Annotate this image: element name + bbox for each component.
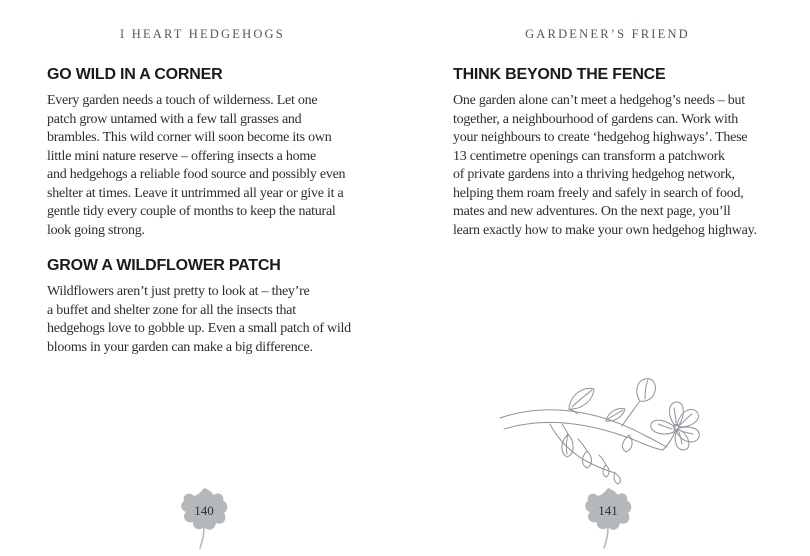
text-line: gentle tidy every couple of months to keep the natural — [47, 204, 336, 219]
text-line: brambles. This wild corner will soon become its own — [47, 130, 332, 145]
text-line: a buffet and shelter zone for all the insects that — [47, 302, 296, 318]
text-line: hedgehogs love to gobble up. Even a small patch of wild — [47, 321, 351, 336]
text-line: together, a neighbourhood of gardens can. Work with — [453, 111, 739, 127]
section-grow-a-wildflower-patch — [47, 257, 391, 357]
page-right-content — [453, 66, 797, 240]
section-body — [47, 92, 391, 240]
section-body — [47, 283, 391, 357]
section-body — [453, 92, 797, 240]
text-line: of private gardens into a thriving hedgehog network, — [453, 167, 735, 182]
section-heading: GROW A WILDFLOWER PATCH — [47, 257, 281, 274]
leaf-page-number-ornament-right — [584, 486, 632, 554]
text-line: One garden alone can’t meet a hedgehog’s needs – but — [453, 93, 745, 108]
section-heading: THINK BEYOND THE FENCE — [453, 66, 666, 83]
text-line: helping them roam freely and safely in search of food, — [453, 185, 744, 201]
text-line: 13 centimetre openings can transform a patchwork — [453, 148, 725, 164]
text-line: your neighbours to create ‘hedgehog highways’. These — [453, 130, 748, 145]
text-line: shelter at times. Leave it untrimmed all year or give it a — [47, 185, 344, 201]
text-line: mates and new adventures. On the next page, you’ll — [453, 204, 731, 219]
text-line: look going strong. — [47, 222, 145, 238]
page-number: 140 — [194, 503, 214, 518]
leaf-page-number-ornament-left — [180, 486, 228, 554]
section-go-wild-in-a-corner — [47, 66, 391, 240]
running-head-left: I HEART HEDGEHOGS — [120, 27, 285, 41]
page-left-content — [47, 66, 391, 357]
running-head-right: GARDENER’S FRIEND — [525, 27, 690, 41]
text-line: little mini nature reserve – offering insects a home — [47, 148, 316, 164]
flower-branch-illustration — [494, 364, 750, 504]
text-line: Every garden needs a touch of wilderness. Let one — [47, 93, 318, 108]
text-line: Wildflowers aren’t just pretty to look at – they’re — [47, 284, 310, 299]
text-line: patch grow untamed with a few tall grasses and — [47, 111, 302, 127]
page-number: 141 — [598, 503, 618, 518]
text-line: and hedgehogs a reliable food source and possibly even — [47, 167, 346, 182]
section-heading: GO WILD IN A CORNER — [47, 66, 223, 83]
text-line: learn exactly how to make your own hedgehog highway. — [453, 222, 757, 238]
section-think-beyond-the-fence — [453, 66, 797, 240]
text-line: blooms in your garden can make a big difference. — [47, 339, 313, 355]
